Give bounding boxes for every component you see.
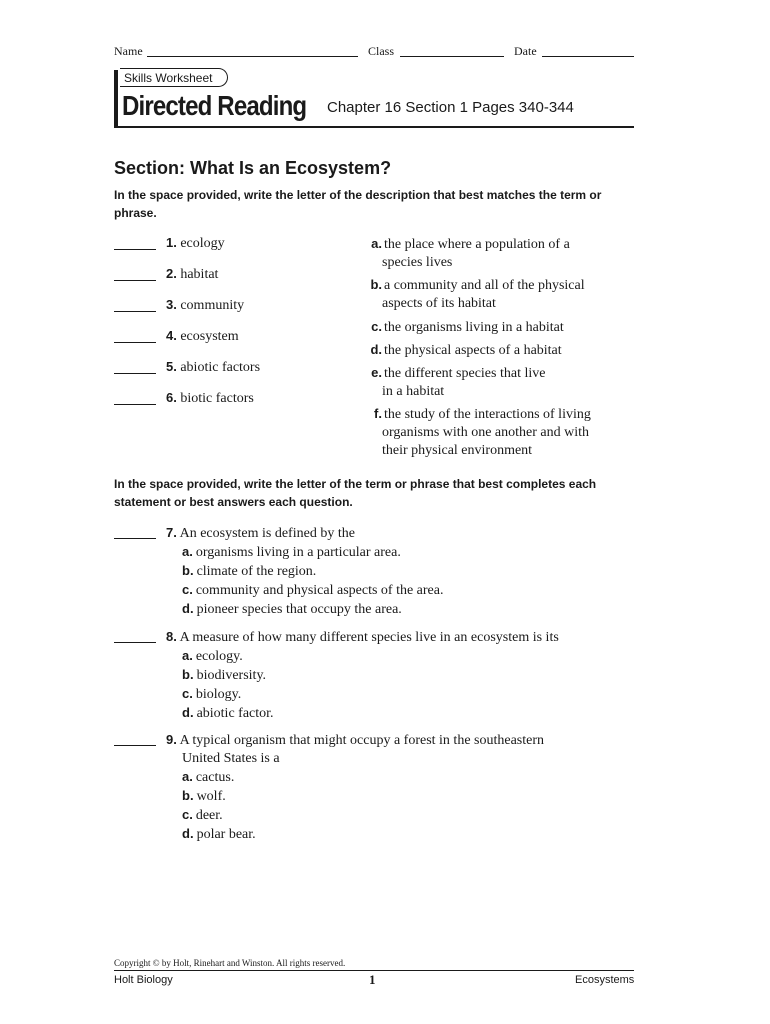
answer-blank[interactable]	[114, 642, 156, 643]
name-field[interactable]	[147, 56, 358, 57]
footer-rule	[114, 970, 634, 971]
term-row: 4. ecosystem	[114, 328, 354, 346]
class-field[interactable]	[400, 56, 504, 57]
banner-bar	[114, 70, 118, 128]
worksheet-tag: Skills Worksheet	[120, 68, 228, 87]
answer-blank[interactable]	[114, 538, 156, 539]
description-item: b. a community and all of the physical aspects of its habitat	[370, 277, 585, 311]
answer-blank[interactable]	[114, 311, 156, 312]
instructions-multiple-choice: In the space provided, write the letter of the term or phrase that best completes each statement or best answers each question.	[114, 477, 597, 509]
section-title: Section: What Is an Ecosystem?	[114, 158, 392, 178]
date-field[interactable]	[542, 56, 634, 57]
class-label: Class	[368, 44, 395, 58]
description-item: a. the place where a population of a species lives	[371, 236, 570, 270]
description-item: f. the study of the interactions of living organisms with one another and with their physical environment	[374, 406, 591, 458]
name-label: Name	[114, 44, 143, 58]
answer-blank[interactable]	[114, 249, 156, 250]
answer-blank[interactable]	[114, 280, 156, 281]
description-item: e. the different species that live in a habitat	[371, 365, 546, 399]
term-row: 6. biotic factors	[114, 390, 354, 408]
description-item: d. the physical aspects of a habitat	[370, 342, 562, 358]
footer-chapter-name: Ecosystems	[575, 974, 635, 986]
answer-blank[interactable]	[114, 404, 156, 405]
page-title: Directed Reading	[122, 90, 307, 121]
instructions-matching: In the space provided, write the letter of the description that best matches the term or phrase.	[114, 188, 602, 220]
footer-book-title: Holt Biology	[114, 974, 173, 986]
answer-blank[interactable]	[114, 745, 156, 746]
answer-blank[interactable]	[114, 342, 156, 343]
answer-blank[interactable]	[114, 373, 156, 374]
date-label: Date	[514, 44, 537, 58]
question-7: 7. An ecosystem is defined by the a. organisms living in a particular area. b. climate of the region. c. community and physical aspects of the area. d. pioneer species that occupy the area.	[114, 524, 634, 619]
chapter-info: Chapter 16 Section 1 Pages 340-344	[327, 99, 574, 116]
question-8: 8. A measure of how many different species live in an ecosystem is its a. ecology. b. biodiversity. c. biology. d. abiotic factor.	[114, 628, 634, 723]
term-row: 5. abiotic factors	[114, 359, 354, 377]
page-number: 1	[369, 972, 376, 987]
description-item: c. the organisms living in a habitat	[371, 319, 564, 335]
copyright-notice: Copyright © by Holt, Rinehart and Winston. All rights reserved.	[114, 958, 346, 968]
term-row: 3. community	[114, 297, 354, 315]
term-row: 1. ecology	[114, 235, 354, 253]
question-9: 9. A typical organism that might occupy a forest in the southeastern United States is a a. cactus. b. wolf. c. deer. d. polar bear.	[114, 731, 634, 844]
term-row: 2. habitat	[114, 266, 354, 284]
banner-rule	[114, 126, 634, 128]
